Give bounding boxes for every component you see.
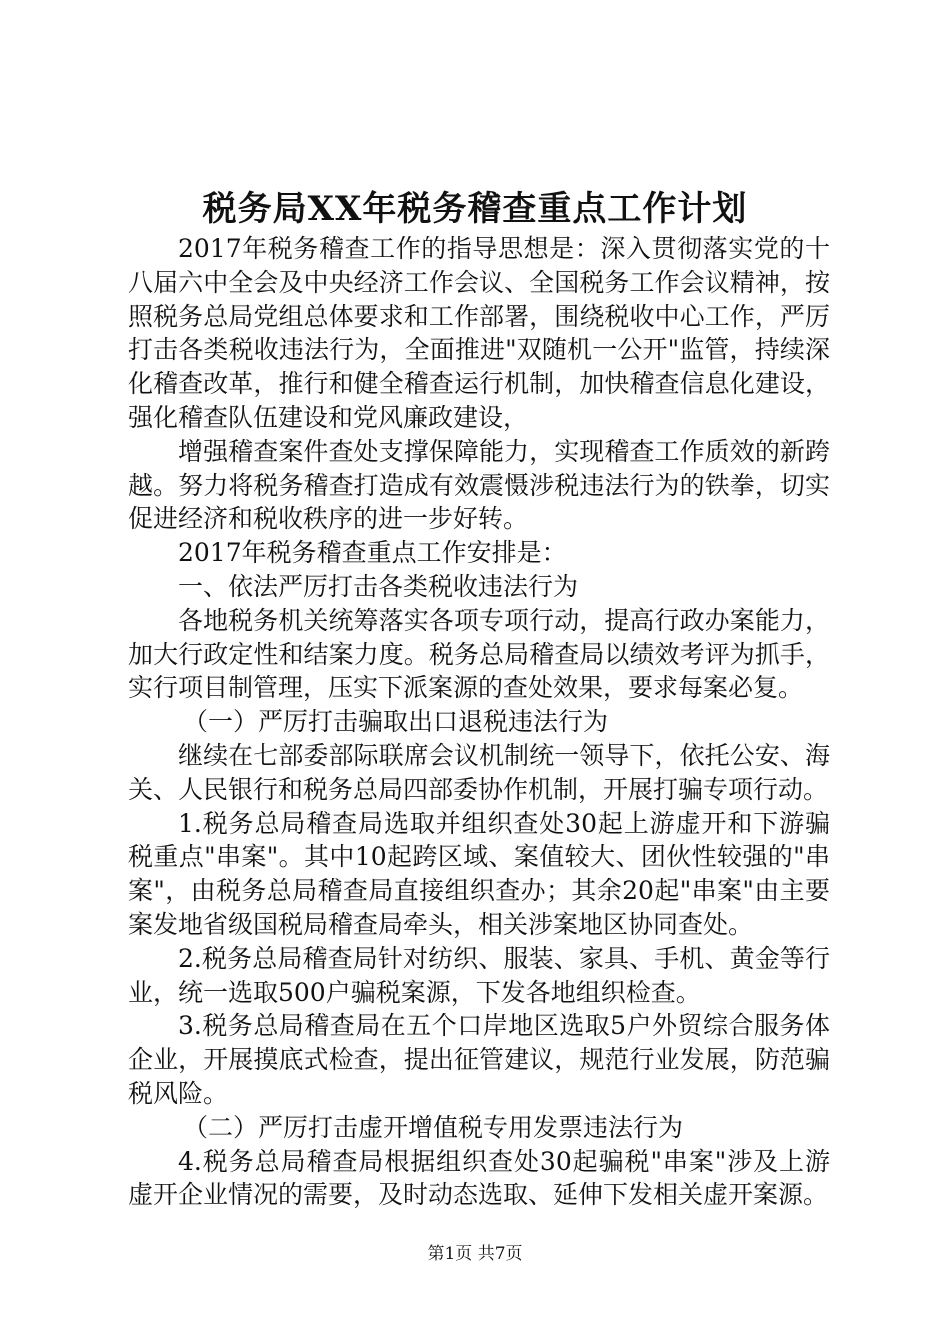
paragraph-subsection-1-body: 继续在七部委部际联席会议机制统一领导下，依托公安、海关、人民银行和税务总局四部委协作机制，开展打骗专项行动。 bbox=[128, 740, 830, 804]
paragraph-key-work-intro: 2017年税务稽查重点工作安排是： bbox=[178, 538, 567, 568]
document-body bbox=[128, 232, 830, 1212]
list-item-4: 4.税务总局稽查局根据组织查处30起骗税"串案"涉及上游虚开企业情况的需要，及时动态选取、延伸下发相关虚开案源。 bbox=[128, 1146, 830, 1210]
document-title: 税务局XX年税务稽查重点工作计划 bbox=[202, 189, 748, 229]
subsection-heading-1: （一）严厉打击骗取出口退税违法行为 bbox=[183, 707, 609, 737]
section-heading-1: 一、依法严厉打击各类税收违法行为 bbox=[178, 571, 579, 601]
paragraph-section-1-body: 各地税务机关统筹落实各项专项行动，提高行政办案能力，加大行政定性和结案力度。税务总局稽查局以绩效考评为抓手，实行项目制管理，压实下派案源的查处效果，要求每案必复。 bbox=[128, 605, 830, 703]
list-item-1: 1.税务总局稽查局选取并组织查处30起上游虚开和下游骗税重点"串案"。其中10起跨区域、案值较大、团伙性较强的"串案"，由税务总局稽查局直接组织查办；其余20起"串案"由主要案发地省级国税局稽查局牵头，相关涉案地区协同查处。 bbox=[128, 808, 830, 939]
list-item-2: 2.税务总局稽查局针对纺织、服装、家具、手机、黄金等行业，统一选取500户骗税案源，下发各地组织检查。 bbox=[128, 943, 830, 1007]
list-item-3: 3.税务总局稽查局在五个口岸地区选取5户外贸综合服务体企业，开展摸底式检查，提出征管建议，规范行业发展，防范骗税风险。 bbox=[128, 1011, 830, 1108]
page-number-footer: 第1页 共7页 bbox=[427, 1244, 523, 1264]
paragraph-goal: 增强稽查案件查处支撑保障能力，实现稽查工作质效的新跨越。努力将税务稽查打造成有效震慑涉税违法行为的铁拳，切实促进经济和税收秩序的进一步好转。 bbox=[128, 436, 830, 534]
subsection-heading-2: （二）严厉打击虚开增值税专用发票违法行为 bbox=[183, 1112, 684, 1142]
paragraph-guiding-thought: 2017年税务稽查工作的指导思想是：深入贯彻落实党的十八届六中全会及中央经济工作会议、全国税务工作会议精神，按照税务总局党组总体要求和工作部署，围绕税收中心工作，严厉打击各类税收违法行为，全面推进"双随机一公开"监管，持续深化稽查改革，推行和健全稽查运行机制，加快稽查信息化建设，强化稽查队伍建设和党风廉政建设， bbox=[128, 234, 830, 432]
